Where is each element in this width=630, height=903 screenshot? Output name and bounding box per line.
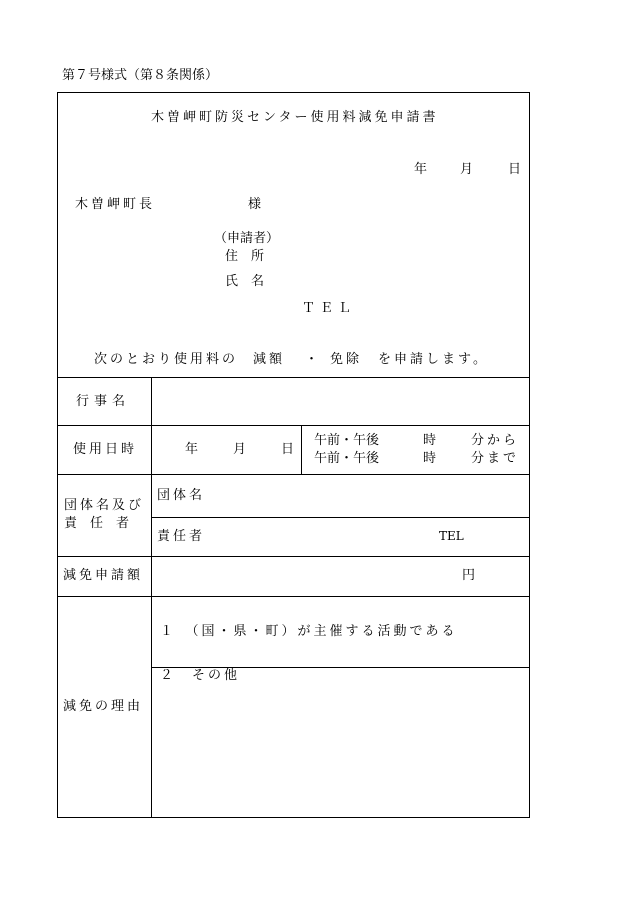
amount-label: 減免申請額	[63, 568, 144, 583]
organization-label-line1: 団体名及び	[64, 498, 145, 513]
usage-date-year: 年	[185, 442, 199, 457]
request-option-exemption: 免除	[330, 352, 363, 367]
time-from-hour: 時	[423, 433, 437, 448]
usage-date-label: 使用日時	[73, 442, 138, 457]
time-from-ampm: 午前・午後	[314, 433, 380, 448]
request-prefix: 次のとおり使用料の	[94, 352, 239, 367]
time-to-ampm: 午前・午後	[314, 451, 380, 466]
event-name-field[interactable]	[152, 378, 529, 425]
org-name-label: 団体名	[157, 488, 206, 503]
recipient-honorific: 様	[248, 197, 262, 212]
request-separator: ・	[305, 352, 319, 367]
form-title: 木曽岬町防災センター使用料減免申請書	[151, 110, 439, 125]
reason-option-2[interactable]: ２ その他	[160, 668, 241, 683]
time-from-minute: 分から	[471, 433, 520, 448]
applicant-tel-label: ＴＥＬ	[302, 301, 357, 316]
date-month-label: 月	[460, 162, 474, 177]
form-number: 第７号様式（第８条関係）	[62, 68, 219, 83]
request-suffix: を申請します。	[378, 352, 489, 367]
organization-label-line2: 責 任 者	[64, 516, 130, 531]
responsible-label: 責任者	[157, 529, 206, 544]
amount-unit: 円	[462, 568, 476, 583]
usage-date-month: 月	[233, 442, 247, 457]
usage-date-day: 日	[281, 442, 295, 457]
responsible-tel-label: TEL	[439, 529, 464, 543]
reason-option-1[interactable]: １ （国・県・町）が主催する活動である	[160, 624, 458, 639]
time-to-minute: 分まで	[471, 451, 520, 466]
applicant-name-label: 氏 名	[225, 274, 265, 289]
event-name-label: 行事名	[76, 394, 131, 409]
time-to-hour: 時	[423, 451, 437, 466]
applicant-address-label: 住 所	[225, 249, 265, 264]
date-year-label: 年	[414, 162, 428, 177]
applicant-label: （申請者）	[214, 231, 280, 246]
reason-label: 減免の理由	[63, 699, 144, 714]
request-option-reduction: 減額	[253, 352, 286, 367]
date-day-label: 日	[508, 162, 522, 177]
recipient-name: 木曽岬町長	[75, 197, 156, 212]
